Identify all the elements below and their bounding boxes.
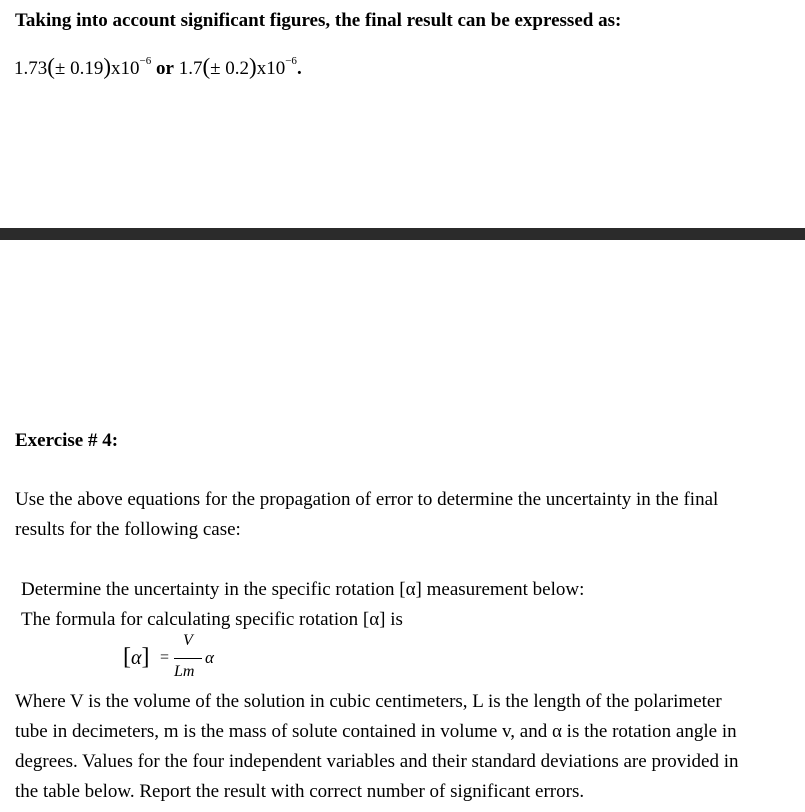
open-paren: ( <box>202 54 211 79</box>
formula-rhs-alpha: α <box>205 648 214 667</box>
close-paren: ) <box>249 54 257 79</box>
formula-numerator: V <box>183 632 193 649</box>
value2-times: x10 <box>256 58 286 79</box>
formula-lhs <box>123 644 150 671</box>
connector-or: or <box>156 58 174 79</box>
lhs-bracket-open: [ <box>123 644 131 670</box>
lhs-bracket-close: ] <box>141 644 150 670</box>
lhs-alpha: α <box>131 647 142 669</box>
intro-line-2: results for the following case: <box>15 519 241 540</box>
formula-equals: = <box>160 649 170 666</box>
final-result-expression <box>14 54 302 80</box>
task-line-1: Determine the uncertainty in the specific rotation [α] measurement below: <box>21 579 585 600</box>
formula-denominator: Lm <box>174 663 195 680</box>
value2-error: ± 0.2 <box>210 58 250 79</box>
value2-mantissa: 1.7 <box>178 58 203 79</box>
result-end-period: . <box>296 58 302 79</box>
value1-error: ± 0.19 <box>54 58 104 79</box>
description-line-3: degrees. Values for the four independent variables and their standard deviations are provided in <box>15 751 739 772</box>
description-line-2: tube in decimeters, m is the mass of solute contained in volume v, and α is the rotation angle in <box>15 721 737 742</box>
close-paren: ) <box>103 54 112 79</box>
description-line-4: the table below. Report the result with correct number of significant errors. <box>15 781 585 802</box>
page-divider <box>0 228 805 240</box>
formula-fraction-bar <box>174 658 202 659</box>
open-paren: ( <box>47 54 55 79</box>
result-heading: Taking into account significant figures, the final result can be expressed as: <box>15 10 622 31</box>
task-line-2: The formula for calculating specific rotation [α] is <box>21 609 403 630</box>
value1-exponent: −6 <box>139 55 152 67</box>
value2-exponent: −6 <box>285 55 297 67</box>
intro-line-1: Use the above equations for the propagation of error to determine the uncertainty in the final <box>15 489 719 510</box>
description-line-1: Where V is the volume of the solution in cubic centimeters, L is the length of the polarimeter <box>15 691 722 712</box>
exercise-heading: Exercise # 4: <box>15 430 119 451</box>
value1-mantissa: 1.73 <box>14 58 48 79</box>
value1-times: x10 <box>111 58 140 79</box>
